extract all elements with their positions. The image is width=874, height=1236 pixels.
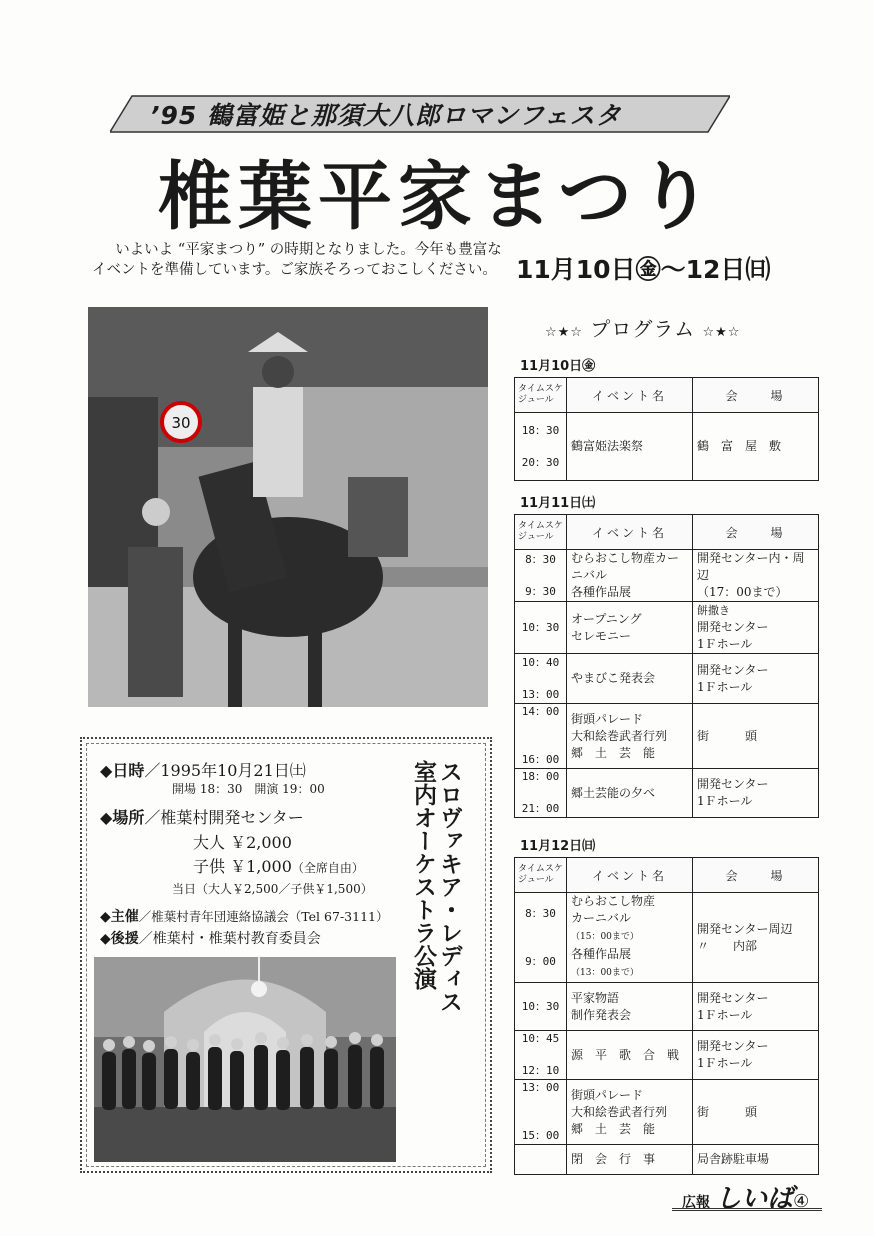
row-venue: 餅撒き 開発センター 1Ｆホール: [693, 602, 819, 654]
row-venue: 開発センター 1Ｆホール: [693, 1031, 819, 1080]
day-label-1: 11月10日㊎: [520, 359, 596, 374]
row-event: オープニング セレモニー: [567, 602, 693, 654]
table-row: [515, 654, 819, 704]
support-label: 後援: [110, 931, 139, 947]
row-event: 平家物語 制作発表会: [567, 983, 693, 1031]
svg-text:30: 30: [171, 414, 191, 432]
table-header-row: [515, 378, 819, 413]
concert-vertical-title: [410, 760, 462, 1013]
child-price: 子供 ￥1,000: [193, 857, 292, 876]
page-title: 椎葉平家まつり: [158, 154, 718, 240]
vertical-title-1: スロヴァキア・レディス: [436, 760, 462, 1013]
child-price-line: [193, 854, 364, 877]
festa-banner: [110, 92, 730, 134]
row-event: やまびこ発表会: [567, 654, 693, 704]
support-line: ◆後援／椎葉村・椎葉村教育委員会: [100, 931, 321, 947]
schedule-table-day2: [514, 514, 819, 818]
row-event: 街頭パレード 大和絵巻武者行列 郷 土 芸 能: [567, 704, 693, 769]
row-event: 源 平 歌 合 戦: [567, 1031, 693, 1080]
col-header-time: タイムスケジュール: [515, 858, 567, 893]
host-line: ◆主催／椎葉村青年団連絡協議会（Tel 67-3111）: [100, 909, 389, 925]
table-row: [515, 1145, 819, 1175]
table-row: [515, 983, 819, 1031]
row-event: 街頭パレード 大和絵巻武者行列 郷 土 芸 能: [567, 1080, 693, 1145]
row-time: 10：45 12：10: [515, 1031, 567, 1080]
festa-subtitle: ’95 鶴富姫と那須大八郎ロマンフェスタ: [150, 101, 622, 130]
stars-left: ☆★☆: [545, 325, 583, 340]
footer-rule: [672, 1208, 822, 1211]
concert-place-line: ◆場所／椎葉村開発センター: [100, 808, 304, 827]
host-value: 椎葉村青年団連絡協議会（Tel 67-3111）: [151, 909, 389, 924]
vertical-title-2: 室内オーケストラ公演: [410, 760, 436, 990]
row-venue: 開発センター 1Ｆホール: [693, 983, 819, 1031]
row-venue: 開発センター周辺 〃 内部: [693, 893, 819, 983]
event-note: （15：00まで）: [571, 932, 639, 942]
program-heading: [545, 313, 740, 342]
row-time: 18：30 20：30: [515, 413, 567, 481]
intro-text: いよいよ “平家まつり” の時期となりました。今年も豊富なイベントを準備しています。ご家族そろっておこしください。: [92, 242, 502, 278]
row-event: 郷土芸能の夕べ: [567, 769, 693, 818]
day-label-2: 11月11日㈯: [520, 496, 596, 511]
table-row: [515, 893, 819, 983]
program-heading-text: プログラム: [590, 317, 696, 341]
row-venue: 街 頭: [693, 704, 819, 769]
orchestra-photo: [94, 957, 396, 1162]
row-time: 14：00 16：00: [515, 704, 567, 769]
col-header-venue: 会 場: [693, 515, 819, 550]
adult-price: 大人 ￥2,000: [193, 833, 292, 852]
table-row: [515, 769, 819, 818]
row-venue: 開発センター内・周辺 （17：00まで）: [693, 550, 819, 602]
same-day-price: 当日（大人￥2,500／子供￥1,500）: [172, 882, 373, 896]
table-row: [515, 550, 819, 602]
row-time: 10：40 13：00: [515, 654, 567, 704]
col-header-venue: 会 場: [693, 858, 819, 893]
page-number: ④: [793, 1191, 810, 1212]
festival-photo: [88, 307, 488, 707]
event-note: （13：00まで）: [571, 968, 639, 978]
row-venue: 開発センター 1Ｆホール: [693, 769, 819, 818]
row-event: むらおこし物産 カーニバル （15：00まで） 各種作品展 （13：00まで）: [567, 893, 693, 983]
row-event: 閉 会 行 事: [567, 1145, 693, 1175]
table-header-row: [515, 858, 819, 893]
row-time: 18：00 21：00: [515, 769, 567, 818]
row-venue: 鶴 富 屋 敷: [693, 413, 819, 481]
row-time: 8：30 9：30: [515, 550, 567, 602]
table-row: [515, 602, 819, 654]
row-time: 13：00 15：00: [515, 1080, 567, 1145]
row-time: 10：30: [515, 602, 567, 654]
table-row: [515, 1080, 819, 1145]
row-venue: 街 頭: [693, 1080, 819, 1145]
row-event: 鶴富姫法楽祭: [567, 413, 693, 481]
stars-right: ☆★☆: [702, 325, 741, 340]
footer-label: 広報: [682, 1195, 710, 1211]
support-value: 椎葉村・椎葉村教育委員会: [152, 931, 321, 947]
date-label: 日時: [112, 761, 145, 780]
row-time: 8：30 9：00: [515, 893, 567, 983]
schedule-table-day3: [514, 857, 819, 1175]
festival-dates: 11月10日㊎〜12日㈰: [516, 255, 771, 284]
concert-date-line: ◆日時／1995年10月21日㈯: [100, 761, 306, 780]
venue-note: 餅撒き: [697, 604, 730, 617]
col-header-time: タイムスケジュール: [515, 378, 567, 413]
schedule-table-day1: [514, 377, 819, 481]
col-header-venue: 会 場: [693, 378, 819, 413]
table-row: [515, 1031, 819, 1080]
place-value: 椎葉村開発センター: [160, 808, 304, 827]
row-event: むらおこし物産カーニバル 各種作品展: [567, 550, 693, 602]
col-header-event: イベント名: [567, 858, 693, 893]
footer-name: しいば: [715, 1184, 794, 1214]
host-label: 主催: [110, 909, 139, 925]
concert-open-time: 開場 18：30 開演 19：00: [172, 782, 325, 796]
day-label-3: 11月12日㈰: [520, 839, 596, 854]
table-header-row: [515, 515, 819, 550]
col-header-event: イベント名: [567, 378, 693, 413]
table-row: [515, 704, 819, 769]
col-header-event: イベント名: [567, 515, 693, 550]
place-label: 場所: [112, 808, 145, 827]
row-time: 10：30: [515, 983, 567, 1031]
row-venue: 局舎跡駐車場: [693, 1145, 819, 1175]
row-time: [515, 1145, 567, 1175]
row-venue: 開発センター 1Ｆホール: [693, 654, 819, 704]
date-value: 1995年10月21日㈯: [160, 761, 306, 780]
table-row: [515, 413, 819, 481]
col-header-time: タイムスケジュール: [515, 515, 567, 550]
seating-note: （全席自由）: [291, 861, 364, 875]
